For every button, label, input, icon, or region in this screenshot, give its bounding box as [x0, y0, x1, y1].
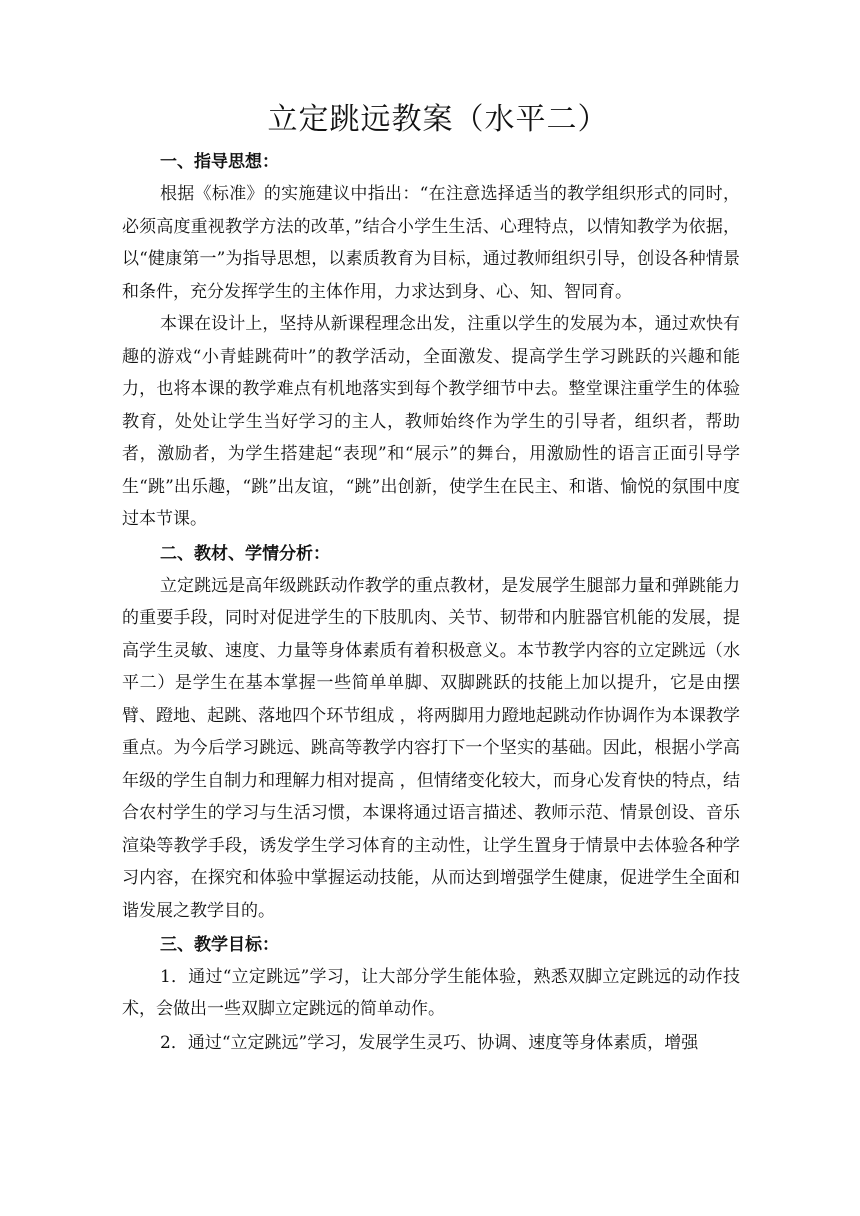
paragraph-guiding-ideology-2: 本课在设计上，坚持从新课程理念出发，注重以学生的发展为本，通过欢快有趣的游戏“小青蛙跳荷叶”的教学活动，全面激发、提高学生学习跳跃的兴趣和能力，也将本课的教学难点有机地落实到每个教学细节中去。整堂课注重学生的体验教育，处处让学生当好学习的主人，教师始终作为学生的引导者，组织者，帮助者，激励者，为学生搭建起“表现”和“展示”的舞台，用激励性的语言正面引导学生“跳”出乐趣，“跳”出友谊，“跳”出创新，使学生在民主、和谐、愉悦的氛围中度过本节课。 [122, 314, 740, 529]
document-page [122, 100, 740, 1059]
section-heading-objectives: 三、教学目标： [160, 935, 279, 955]
document-title: 立定跳远教案（水平二） [267, 102, 609, 137]
paragraph-objective-1: 1．通过“立定跳远”学习，让大部分学生能体验，熟悉双脚立定跳远的动作技术，会做出一些双脚立定跳远的简单动作。 [122, 967, 740, 1019]
section-heading-analysis: 二、教材、学情分析： [160, 543, 330, 564]
paragraph-analysis-1: 立定跳远是高年级跳跃动作教学的重点教材，是发展学生腿部力量和弹跳能力的重要手段，同时对促进学生的下肢肌肉、关节、韧带和内脏器官机能的发展，提高学生灵敏、速度、力量等身体素质有着积极意义。本节教学内容的立定跳远（水平二）是学生在基本掌握一些简单单脚、双脚跳跃的技能上加以提升，它是由摆臂、蹬地、起跳、落地四个环节组成 ，将两脚用力蹬地起跳动作协调作为本课教学重点。为今后学习跳远、跳高等教学内容打下一个坚实的基础。因此，根据小学高年级的学生自制力和理解力相对提高 ，但情绪变化较大，而身心发育快的特点，结合农村学生的学习与生活习惯，本课将通过语言描述、教师示范、情景创设、音乐渲染等教学手段，诱发学生学习体育的主动性，让学生置身于情景中去体验各种学习内容，在探究和体验中掌握运动技能，从而达到增强学生健康，促进学生全面和谐发展之教学目的。 [122, 575, 740, 921]
paragraph-objective-2: 2．通过“立定跳远”学习，发展学生灵巧、协调、速度等身体素质，增强 [160, 1033, 699, 1053]
paragraph-guiding-ideology-1: 根据《标准》的实施建议中指出：“在注意选择适当的教学组织形式的同时，必须高度重视教学方法的改革，”结合小学生生活、心理特点，以情知教学为依据，以“健康第一”为指导思想，以素质教育为目标，通过教师组织引导，创设各种情景和条件，充分发挥学生的主体作用，力求达到身、心、知、智同育。 [122, 184, 740, 302]
section-heading-guiding-ideology: 一、指导思想： [160, 152, 279, 172]
